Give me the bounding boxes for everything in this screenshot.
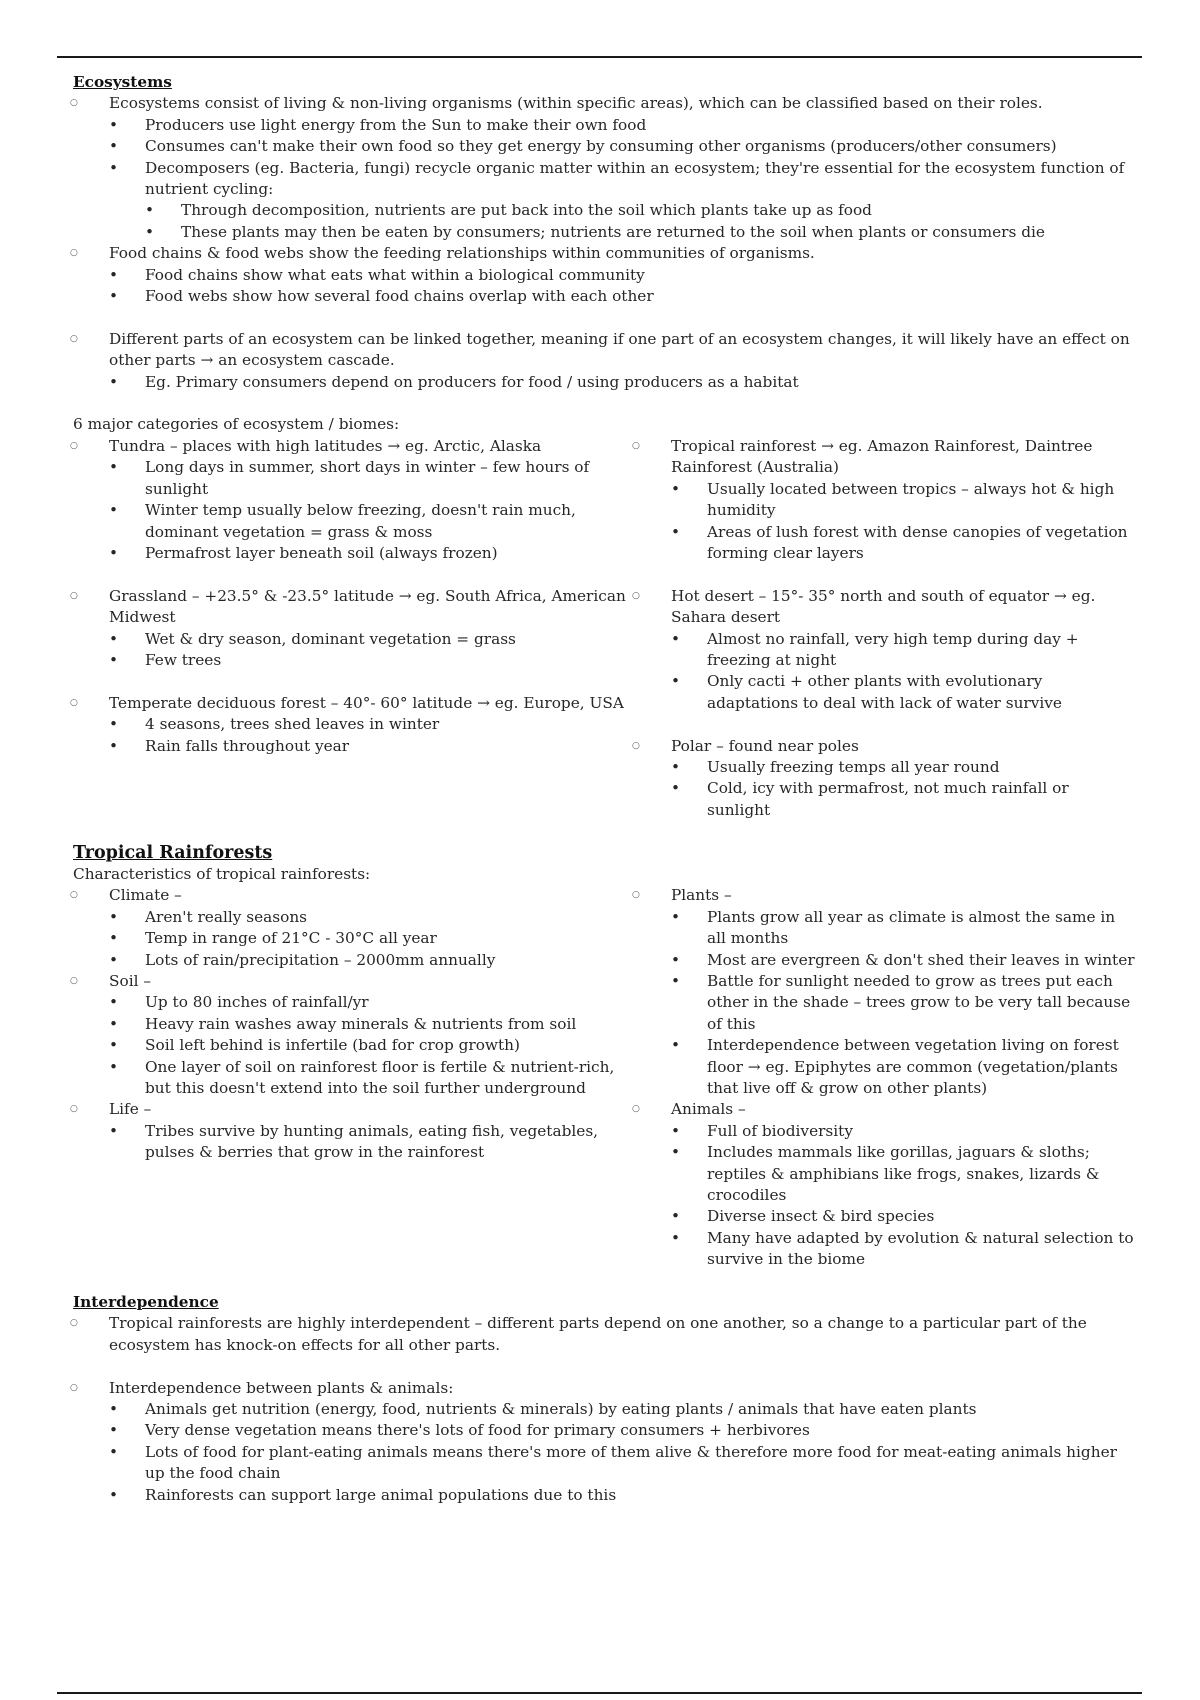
list-item: • Lots of food for plant-eating animals means there's more of them alive & therefore more food for meat-eating animals higher up the food chain [73, 1442, 1135, 1485]
plants-title: ○ Plants – [635, 885, 1135, 906]
climate-title: ○ Climate – [73, 885, 635, 906]
notes-content [73, 72, 1135, 1506]
list-item: • Most are evergreen & don't shed their leaves in winter [635, 950, 1135, 971]
heading-tropical-rainforests: Tropical Rainforests [73, 842, 273, 863]
interdependence-point-1: ○ Tropical rainforests are highly interdependent – different parts depend on one another, so a change to a particular part of the ecosystem has knock-on effects for all other parts. [73, 1313, 1135, 1356]
list-item: • Winter temp usually below freezing, doesn't rain much, dominant vegetation = grass & moss [73, 500, 635, 543]
top-rule [57, 56, 1142, 58]
list-item: • Full of biodiversity [635, 1121, 1135, 1142]
tropical-left-column [73, 885, 635, 1270]
list-item: • Almost no rainfall, very high temp during day + freezing at night [635, 629, 1135, 672]
list-item: • Usually located between tropics – always hot & high humidity [635, 479, 1135, 522]
heading-interdependence: Interdependence [73, 1293, 219, 1312]
interdependence-list [73, 1399, 1135, 1506]
list-item: • Cold, icy with permafrost, not much rainfall or sunlight [635, 778, 1135, 821]
cascade-list [73, 372, 1135, 393]
biome-tundra-title: ○ Tundra – places with high latitudes → eg. Arctic, Alaska [73, 436, 635, 457]
biome-rainforest-title: ○ Tropical rainforest → eg. Amazon Rainforest, Daintree Rainforest (Australia) [635, 436, 1135, 479]
list-item: • Temp in range of 21°C - 30°C all year [73, 928, 635, 949]
bottom-rule [57, 1692, 1142, 1694]
list-item: • Areas of lush forest with dense canopies of vegetation forming clear layers [635, 522, 1135, 565]
list-item: • Food chains show what eats what within a biological community [73, 265, 1135, 286]
list-item: • Rain falls throughout year [73, 736, 635, 757]
biomes-intro: 6 major categories of ecosystem / biomes: [73, 415, 400, 434]
ecosystems-point-3: ○ Different parts of an ecosystem can be linked together, meaning if one part of an ecosystem changes, it will likely have an effect on other parts → an ecosystem cascade. [73, 329, 1135, 372]
soil-title: ○ Soil – [73, 971, 635, 992]
list-item: • Rainforests can support large animal populations due to this [73, 1485, 1135, 1506]
list-item: • Plants grow all year as climate is almost the same in all months [635, 907, 1135, 950]
biome-desert-title: ○ Hot desert – 15°- 35° north and south of equator → eg. Sahara desert [635, 586, 1135, 629]
animals-title: ○ Animals – [635, 1099, 1135, 1120]
list-item: • One layer of soil on rainforest floor is fertile & nutrient-rich, but this doesn't extend into the soil further underground [73, 1057, 635, 1100]
list-item: • Usually freezing temps all year round [635, 757, 1135, 778]
list-item: • Only cacti + other plants with evolutionary adaptations to deal with lack of water survive [635, 671, 1135, 714]
list-item: • These plants may then be eaten by consumers; nutrients are returned to the soil when plants or consumers die [73, 222, 1135, 243]
tropical-intro: Characteristics of tropical rainforests: [73, 864, 371, 883]
biomes-left-column [73, 436, 635, 821]
list-item: • Through decomposition, nutrients are put back into the soil which plants take up as food [73, 200, 1135, 221]
list-item: • Interdependence between vegetation living on forest floor → eg. Epiphytes are common (vegetation/plants that live off & grow on other plants) [635, 1035, 1135, 1099]
biomes-right-column [635, 436, 1135, 821]
list-item: • Soil left behind is infertile (bad for crop growth) [73, 1035, 635, 1056]
list-item: • Tribes survive by hunting animals, eating fish, vegetables, pulses & berries that grow in the rainforest [73, 1121, 635, 1164]
ecosystems-roles-list [73, 115, 1135, 243]
list-item: • Few trees [73, 650, 635, 671]
interdependence-point-2: ○ Interdependence between plants & animals: [73, 1378, 1135, 1399]
list-item: • Battle for sunlight needed to grow as trees put each other in the shade – trees grow to be very tall because of this [635, 971, 1135, 1035]
biome-polar-title: ○ Polar – found near poles [635, 736, 1135, 757]
tropical-columns [73, 885, 1135, 1270]
list-item: • Consumes can't make their own food so they get energy by consuming other organisms (producers/other consumers) [73, 136, 1135, 157]
tropical-right-column [635, 885, 1135, 1270]
ecosystems-point-2: ○ Food chains & food webs show the feeding relationships within communities of organisms. [73, 243, 1135, 264]
list-item: • Aren't really seasons [73, 907, 635, 928]
biomes-columns [73, 436, 1135, 821]
ecosystems-point-1: ○ Ecosystems consist of living & non-living organisms (within specific areas), which can be classified based on their roles. [73, 93, 1135, 114]
heading-ecosystems: Ecosystems [73, 73, 172, 91]
biome-temperate-title: ○ Temperate deciduous forest – 40°- 60° latitude → eg. Europe, USA [73, 693, 635, 714]
list-item: • Many have adapted by evolution & natural selection to survive in the biome [635, 1228, 1135, 1271]
list-item: • Up to 80 inches of rainfall/yr [73, 992, 635, 1013]
list-item: • Food webs show how several food chains overlap with each other [73, 286, 1135, 307]
list-item: • Long days in summer, short days in winter – few hours of sunlight [73, 457, 635, 500]
list-item: • Permafrost layer beneath soil (always frozen) [73, 543, 635, 564]
list-item: • Decomposers (eg. Bacteria, fungi) recycle organic matter within an ecosystem; they're essential for the ecosystem function of nutrient cycling: [73, 158, 1135, 201]
list-item: • Very dense vegetation means there's lots of food for primary consumers + herbivores [73, 1420, 1135, 1441]
list-item: • 4 seasons, trees shed leaves in winter [73, 714, 635, 735]
food-chains-list [73, 265, 1135, 308]
list-item: • Diverse insect & bird species [635, 1206, 1135, 1227]
list-item: • Eg. Primary consumers depend on producers for food / using producers as a habitat [73, 372, 1135, 393]
list-item: • Lots of rain/precipitation – 2000mm annually [73, 950, 635, 971]
list-item: • Includes mammals like gorillas, jaguars & sloths; reptiles & amphibians like frogs, snakes, lizards & crocodiles [635, 1142, 1135, 1206]
list-item: • Heavy rain washes away minerals & nutrients from soil [73, 1014, 635, 1035]
biome-grassland-title: ○ Grassland – +23.5° & -23.5° latitude → eg. South Africa, American Midwest [73, 586, 635, 629]
list-item: • Animals get nutrition (energy, food, nutrients & minerals) by eating plants / animals that have eaten plants [73, 1399, 1135, 1420]
list-item: • Wet & dry season, dominant vegetation = grass [73, 629, 635, 650]
life-title: ○ Life – [73, 1099, 635, 1120]
list-item: • Producers use light energy from the Sun to make their own food [73, 115, 1135, 136]
